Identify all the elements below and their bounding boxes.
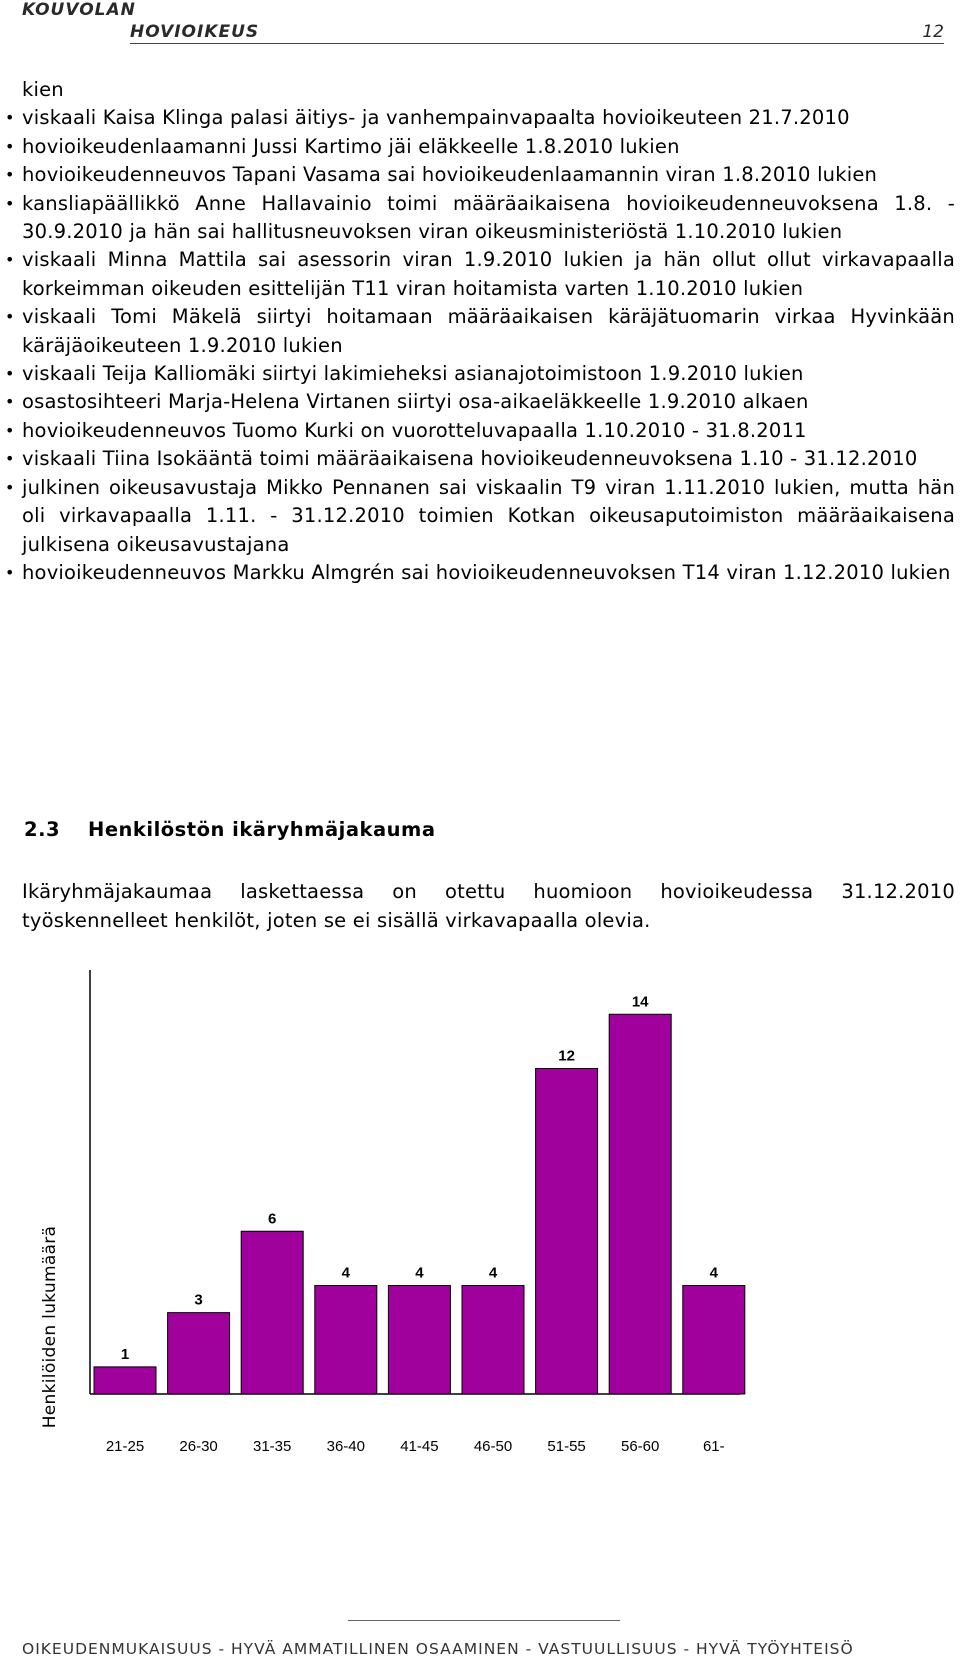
chart-y-axis-label: Henkilöiden lukumäärä [40, 1225, 60, 1429]
chart-x-tick-label: 51-55 [547, 1438, 586, 1455]
chart-data-label: 3 [194, 1291, 203, 1309]
chart-x-tick-label: 46-50 [473, 1438, 513, 1455]
personnel-change-list [22, 104, 955, 587]
chart-x-tick-label: 21-25 [105, 1438, 145, 1455]
section-heading [24, 818, 436, 841]
chart-bar [94, 1367, 156, 1394]
chart-data-label: 6 [268, 1210, 277, 1228]
header-rule [130, 43, 944, 44]
change-item: • viskaali Tomi Mäkelä siirtyi hoitamaan määräaikaisen käräjätuomarin virkaa Hyvinkään käräjäoikeuteen 1.9.2010 lukien [22, 303, 955, 360]
section-number: 2.3 [24, 818, 61, 841]
change-item: • viskaali Tiina Isokääntä toimi määräaikaisena hovioikeudenneuvoksena 1.10 - 31.12.2010 [22, 445, 955, 473]
chart-svg [30, 970, 930, 1540]
change-item: • kansliapäällikkö Anne Hallavainio toimi määräaikaisena hovioikeudenneuvoksena 1.8. - 30.9.2010 ja hän sai hallitusneuvoksen viran oikeusministeriöstä 1.10.2010 lukien [22, 190, 955, 247]
chart-bar [462, 1286, 524, 1395]
chart-bar [241, 1231, 303, 1394]
change-item: • viskaali Teija Kalliomäki siirtyi lakimieheksi asianajotoimistoon 1.9.2010 lukien [22, 360, 955, 388]
section-paragraph: Ikäryhmäjakaumaa laskettaessa on otettu huomioon hovioikeudessa 31.12.2010 työskennelleet henkilöt, joten se ei sisällä virkavapaalla olevia. [22, 880, 955, 932]
page-number: 12 [922, 22, 944, 42]
chart-bar [536, 1069, 598, 1395]
chart-x-tick-label: 36-40 [326, 1438, 365, 1455]
chart-x-tick-label: 61- [702, 1438, 725, 1455]
chart-data-label: 4 [341, 1264, 350, 1282]
court-name-line1: KOUVOLAN [22, 0, 136, 20]
change-item: • hovioikeudenlaamanni Jussi Kartimo jäi eläkkeelle 1.8.2010 lukien [22, 133, 955, 161]
age-distribution-chart [30, 970, 930, 1540]
change-item: • hovioikeudenneuvos Tuomo Kurki on vuorotteluvapaalla 1.10.2010 - 31.8.2011 [22, 417, 955, 445]
chart-x-tick-label: 26-30 [179, 1438, 218, 1455]
change-item: • julkinen oikeusavustaja Mikko Pennanen sai viskaalin T9 viran 1.11.2010 lukien, mutta hän oli virkavapaalla 1.11. - 31.12.2010 toimien Kotkan oikeusaputoimiston määräaikaisena julkisena oikeusavustajana [22, 474, 955, 559]
change-item: • osastosihteeri Marja-Helena Virtanen siirtyi osa-aikaeläkkeelle 1.9.2010 alkaen [22, 388, 955, 416]
chart-data-label: 4 [415, 1264, 424, 1282]
chart-bar [168, 1313, 230, 1394]
change-item: • hovioikeudenneuvos Markku Almgrén sai hovioikeudenneuvoksen T14 viran 1.12.2010 lukien [22, 559, 955, 587]
chart-x-tick-label: 56-60 [621, 1438, 660, 1455]
chart-data-label: 1 [120, 1345, 130, 1363]
change-item: • viskaali Minna Mattila sai asessorin viran 1.9.2010 lukien ja hän ollut ollut virkavapaalla korkeimman oikeuden esittelijän T11 viran hoitamista varten 1.10.2010 lukien [22, 246, 955, 303]
list-lead-fragment: kien [22, 78, 64, 101]
chart-data-label: 4 [709, 1264, 718, 1282]
chart-data-label: 12 [558, 1047, 575, 1065]
chart-data-label: 4 [488, 1264, 498, 1282]
personnel-changes [22, 76, 955, 587]
chart-x-tick-label: 41-45 [400, 1438, 439, 1455]
chart-bar [683, 1286, 745, 1395]
section-title: Henkilöstön ikäryhmäjakauma [88, 818, 436, 841]
chart-bar [388, 1286, 450, 1395]
court-name-line2: HOVIOIKEUS [130, 22, 260, 42]
change-item: • viskaali Kaisa Klinga palasi äitiys- ja vanhempainvapaalta hovioikeuteen 21.7.2010 [22, 104, 955, 132]
change-item: • hovioikeudenneuvos Tapani Vasama sai hovioikeudenlaamannin viran 1.8.2010 lukien [22, 161, 955, 189]
footer-rule [348, 1620, 620, 1621]
chart-x-tick-label: 31-35 [253, 1438, 292, 1455]
chart-bar [315, 1286, 377, 1395]
chart-bar [609, 1014, 671, 1394]
footer-motto: OIKEUDENMUKAISUUS - HYVÄ AMMATILLINEN OSAAMINEN - VASTUULLISUUS - HYVÄ TYÖYHTEISÖ [22, 1640, 854, 1658]
chart-data-label: 14 [631, 993, 649, 1011]
